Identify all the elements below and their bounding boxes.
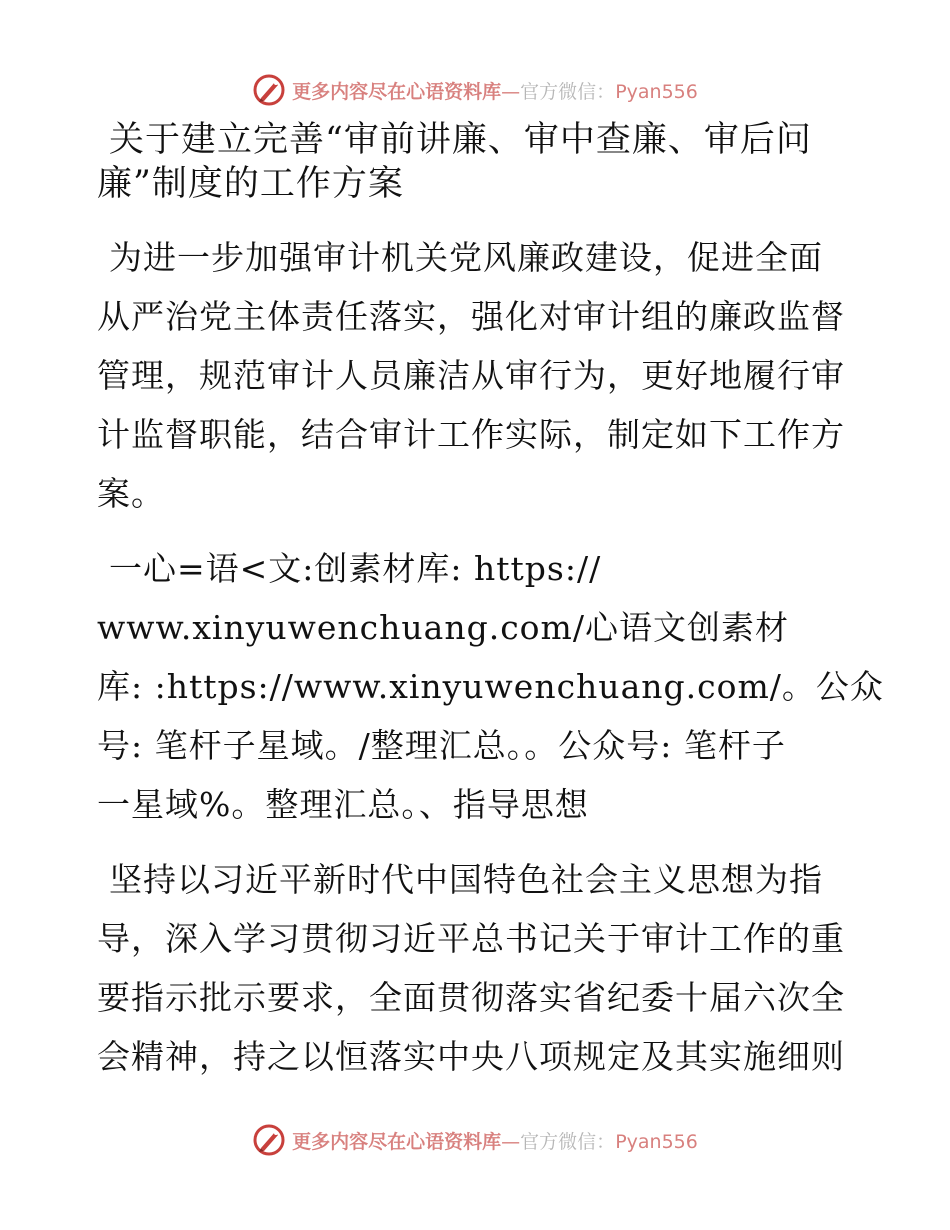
- watermark-wechat-id: Pyan556: [615, 1130, 698, 1153]
- watermark-text: [292, 77, 698, 104]
- paragraph-line: 为进一步加强审计机关党风廉政建设，促进全面: [109, 238, 823, 277]
- top-watermark-banner: [0, 70, 950, 110]
- paragraph-line: 管理，规范审计人员廉洁从审行为，更好地履行审: [97, 356, 845, 395]
- document-body: [97, 118, 884, 1086]
- paragraph-line: 一星域%。整理汇总。、指导思想: [97, 785, 589, 824]
- watermark-wechat-id: Pyan556: [615, 80, 698, 103]
- paragraph-line: 导，深入学习贯彻习近平总书记关于审计工作的重: [97, 919, 845, 958]
- watermark-text: [292, 1127, 698, 1154]
- watermark-group: [252, 1123, 698, 1157]
- paragraph-line: 号: 笔杆子星域。/整理汇总。。公众号: 笔杆子: [97, 726, 786, 765]
- paragraph-line: 库: :https://www.xinyuwenchuang.com/。公众: [97, 667, 884, 706]
- intro-paragraph: [97, 228, 857, 523]
- paragraph-line: 会精神，持之以恒落实中央八项规定及其实施细则: [97, 1037, 845, 1076]
- paragraph-line: 要指示批示要求，全面贯彻落实省纪委十届六次全: [97, 978, 845, 1017]
- paragraph-line: 坚持以习近平新时代中国特色社会主义思想为指: [109, 860, 823, 899]
- watermark-main-text: 更多内容尽在心语资料库: [292, 1130, 502, 1153]
- watermark-dash: —: [501, 80, 521, 103]
- watermark-main-text: 更多内容尽在心语资料库: [292, 80, 502, 103]
- guiding-thought-paragraph: [97, 850, 857, 1086]
- title-line: 廉”制度的工作方案: [97, 164, 404, 204]
- watermark-label: 官方微信：: [520, 1130, 616, 1153]
- bottom-watermark-banner: [0, 1120, 950, 1160]
- document-title: [97, 118, 857, 206]
- paragraph-line: 计监督职能，结合审计工作实际，制定如下工作方: [97, 415, 845, 454]
- paragraph-line: 案。: [97, 474, 165, 513]
- paragraph-line: 一心=语<文:创素材库: https://: [109, 549, 602, 588]
- source-paragraph: [97, 539, 884, 834]
- title-line: 关于建立完善“审前讲廉、审中查廉、审后问: [109, 120, 812, 160]
- paragraph-line: www.xinyuwenchuang.com/心语文创素材: [97, 608, 789, 647]
- watermark-group: [252, 73, 698, 107]
- watermark-dash: —: [501, 1130, 521, 1153]
- paragraph-line: 从严治党主体责任落实，强化对审计组的廉政监督: [97, 297, 845, 336]
- pen-logo-icon: [252, 1123, 286, 1157]
- pen-logo-icon: [252, 73, 286, 107]
- watermark-label: 官方微信：: [520, 80, 616, 103]
